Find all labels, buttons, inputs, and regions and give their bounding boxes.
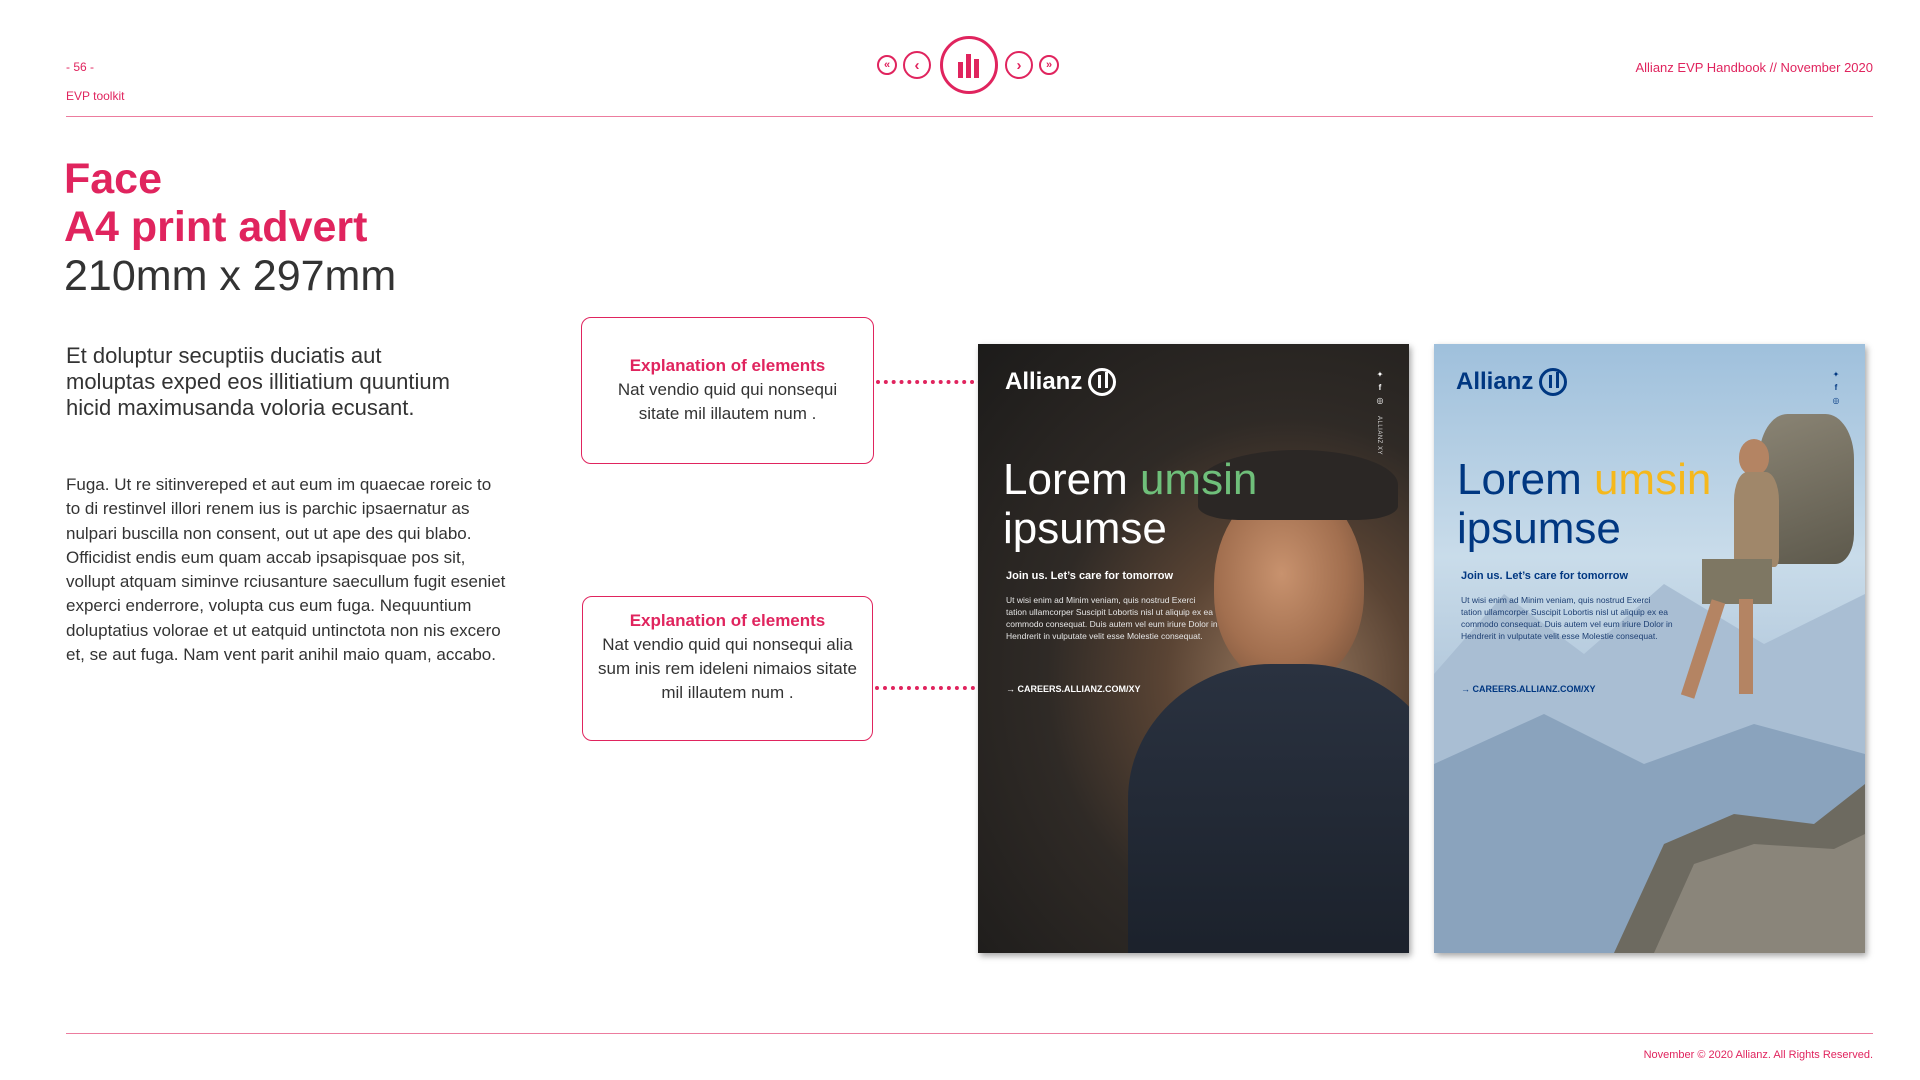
hiker-torso (1734, 472, 1779, 567)
allianz-logo: Allianz (1456, 368, 1567, 396)
poster-body: Ut wisi enim ad Minim veniam, quis nostrud Exerci tation ullamcorper Suscipit Lobortis nisl ut aliquip ex ea commodo consequat. Duis autem vel eum iriure Dolor in Hendrerit in vulputate velit esse Molestie consequat. (1461, 595, 1673, 641)
person-jacket (1128, 664, 1409, 953)
chevron-right-icon: › (1016, 56, 1022, 74)
allianz-logo: Allianz (1005, 368, 1116, 396)
first-page-button[interactable] (877, 55, 897, 75)
instagram-icon: ◎ (1832, 396, 1840, 405)
vertical-label: ALLIANZ XY (1376, 416, 1382, 456)
last-page-button[interactable] (1039, 55, 1059, 75)
page-navigation (877, 36, 1061, 96)
double-chevron-left-icon: « (883, 59, 891, 71)
page-number: - 56 - (66, 60, 95, 74)
twitter-icon: ✦ (1376, 370, 1384, 379)
callout-text: Nat vendio quid qui nonsequi alia sum inis rem ideleni nimaios sitate mil illautem num . (598, 635, 857, 702)
twitter-icon: ✦ (1832, 370, 1840, 379)
footer-divider (66, 1033, 1873, 1034)
hiker-head (1739, 439, 1769, 475)
callout-box (582, 596, 873, 741)
callout-title: Explanation of elements (629, 356, 826, 375)
body-paragraph: Fuga. Ut re sitinvereped et aut eum im quaecae roreic to to di restinvel illori renem ius is parchic ipsaernatur as nulpari buscilla non consent, out ut ape des qui blabo. Officidist endis eum quam accab ipsapisquae pos sit, vollupt atquam siminve rciusanture saecullum fugit eseniet experci enderrore, volupta cus eum fuga. Nequuntium doluptatius volorae et ut eatquid untinctota non nis excero et, se aut fuga. Nam vent parit anihil maio quam, accabo. (66, 475, 506, 665)
facebook-icon: f (1378, 383, 1382, 392)
section-label: EVP toolkit (66, 89, 125, 103)
poster-subhead: Join us. Let’s care for tomorrow (1006, 570, 1174, 582)
page-dimensions: 210mm x 297mm (64, 252, 397, 300)
allianz-mark-icon (1539, 368, 1567, 396)
callout-box (581, 317, 874, 464)
callout-title: Explanation of elements (629, 611, 826, 630)
instagram-icon: ◎ (1376, 396, 1384, 405)
copyright-notice: November © 2020 Allianz. All Rights Reserved. (1643, 1049, 1873, 1061)
next-page-button[interactable] (1005, 51, 1033, 79)
previous-page-button[interactable] (903, 51, 931, 79)
poster-light (1434, 344, 1865, 953)
callout-connector (876, 380, 982, 384)
double-chevron-right-icon: » (1045, 59, 1053, 71)
document-title: Allianz EVP Handbook // November 2020 (1635, 60, 1873, 75)
home-button[interactable] (940, 36, 998, 94)
page-subtitle: A4 print advert (64, 203, 368, 251)
poster-headline: Lorem umsin ipsumse (1457, 455, 1712, 553)
poster-subhead: Join us. Let’s care for tomorrow (1461, 570, 1629, 582)
poster-body: Ut wisi enim ad Minim veniam, quis nostrud Exerci tation ullamcorper Suscipit Lobortis nisl ut aliquip ex ea commodo consequat. Duis autem vel eum iriure Dolor in Hendrerit in vulputate velit esse Molestie consequat. (1006, 595, 1218, 641)
bar-chart-icon (952, 48, 986, 82)
hiker-shorts (1702, 559, 1772, 604)
social-icons (1374, 368, 1386, 407)
poster-headline: Lorem umsin ipsumse (1003, 455, 1258, 553)
hiker-leg (1739, 599, 1753, 694)
poster-link[interactable]: → CAREERS.ALLIANZ.COM/XY (1461, 684, 1596, 694)
header-divider (66, 116, 1873, 117)
callout-text: Nat vendio quid qui nonsequi sitate mil illautem num . (617, 380, 838, 423)
social-icons (1830, 368, 1842, 407)
page-title: Face (64, 155, 163, 203)
callout-connector (875, 686, 983, 690)
allianz-mark-icon (1088, 368, 1116, 396)
poster-dark (978, 344, 1409, 953)
chevron-left-icon: ‹ (914, 56, 920, 74)
poster-link[interactable]: → CAREERS.ALLIANZ.COM/XY (1006, 684, 1141, 694)
facebook-icon: f (1834, 383, 1838, 392)
intro-paragraph: Et doluptur secuptiis duciatis aut moluptas exped eos illitiatium quuntium hicid maximusanda voloria ecusant. (66, 343, 450, 420)
